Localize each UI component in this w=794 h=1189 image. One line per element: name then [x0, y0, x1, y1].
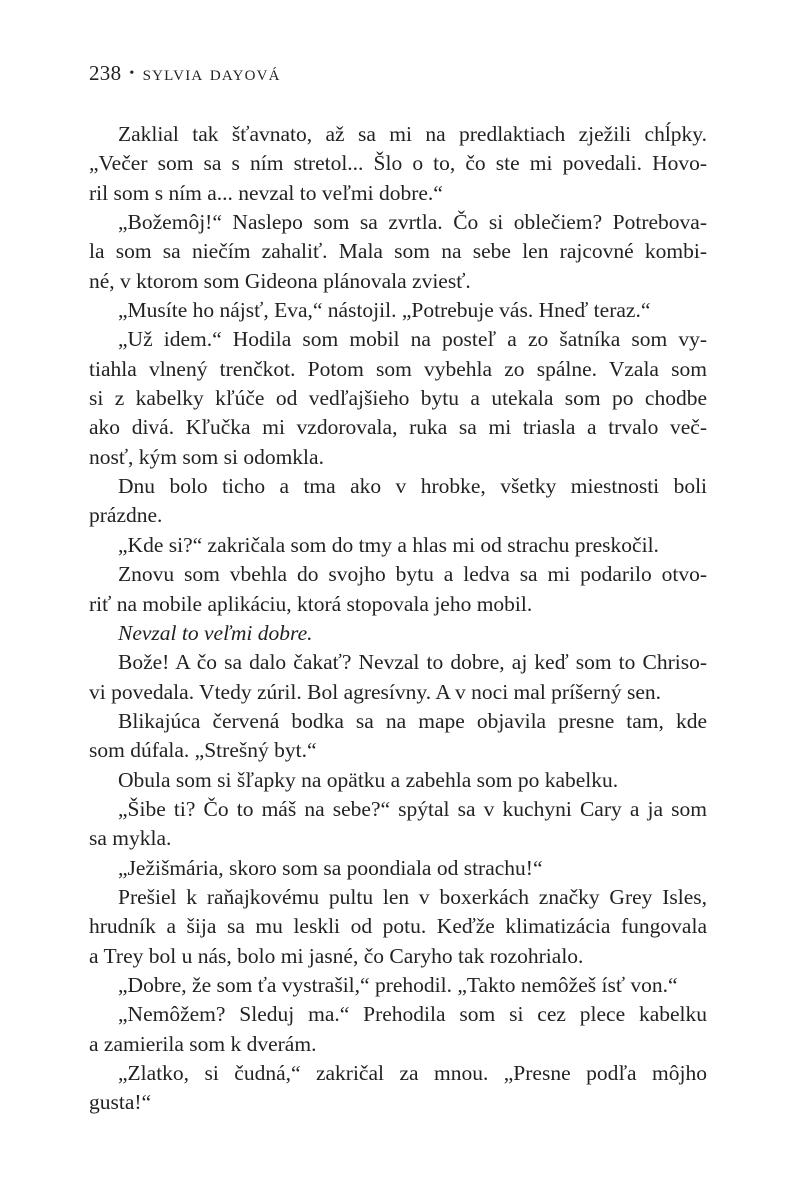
text-line: „Nemôžem? Sleduj ma.“ Prehodila som si cez plece kabelku — [118, 1002, 708, 1027]
running-header — [89, 58, 281, 92]
text-line: „Zlatko, si čudná,“ zakričal za mnou. „Presne podľa môjho — [118, 1061, 707, 1085]
text-line: si z kabelky kľúče od vedľajšieho bytu a utekala som po chodbe — [89, 386, 707, 411]
text-line: prázdne. — [89, 503, 163, 528]
author-name: sylvia dayová — [142, 61, 281, 85]
text-line: gusta!“ — [89, 1090, 152, 1115]
text-line: né, v ktorom som Gideona plánovala zviesť. — [89, 268, 471, 293]
text-line: „Šibe ti? Čo to máš na sebe?“ spýtal sa v kuchyni Cary a ja som — [118, 796, 708, 821]
text-line: a zamierila som k dverám. — [89, 1031, 317, 1056]
text-line: „Večer som sa s ním stretol... Šlo o to, čo ste mi povedali. Hovo- — [89, 151, 708, 176]
text-line: ril som s ním a... nevzal to veľmi dobre.“ — [89, 180, 443, 205]
text-line: „Musíte ho nájsť, Eva,“ nástojil. „Potrebuje vás. Hneď teraz.“ — [118, 298, 651, 323]
text-line: ako divá. Kľučka mi vzdorovala, ruka sa mi triasla a trvalo več- — [89, 415, 707, 440]
text-line: sa mykla. — [89, 826, 172, 851]
text-line: „Dobre, že som ťa vystrašil,“ prehodil. „Takto nemôžeš ísť von.“ — [118, 972, 678, 997]
text-line: hrudník a šija sa mu leskli od potu. Keďže klimatizácia fungovala — [89, 914, 707, 939]
text-line: „Kde si?“ zakričala som do tmy a hlas mi od strachu preskočil. — [118, 532, 659, 557]
text-line: „Božemôj!“ Naslepo som sa zvrtla. Čo si oblečiem? Potrebova- — [118, 210, 708, 235]
text-line: Zaklial tak šťavnato, až sa mi na predlaktiach zježili chĺpky. — [118, 122, 708, 146]
text-line: riť na mobile aplikáciu, ktorá stopovala jeho mobil. — [89, 591, 533, 616]
text-line: Prešiel k raňajkovému pultu len v boxerkách značky Grey Isles, — [118, 884, 707, 909]
header-separator: • — [129, 66, 135, 81]
text-line: Bože! A čo sa dalo čakať? Nevzal to dobre, aj keď som to Chriso- — [118, 650, 708, 675]
text-line: som dúfala. „Strešný byt.“ — [89, 738, 317, 763]
text-line: Obula som si šľapky na opätku a zabehla som po kabelku. — [118, 767, 619, 792]
text-line: a Trey bol u nás, bolo mi jasné, čo Caryho tak rozohrialo. — [89, 943, 584, 968]
italic-text-line: Nevzal to veľmi dobre. — [118, 620, 313, 645]
body-text — [89, 120, 707, 1118]
text-line: „Už idem.“ Hodila som mobil na posteľ a zo šatníka som vy- — [118, 327, 707, 352]
text-line: tiahla vlnený trenčkot. Potom som vybehla zo spálne. Vzala som — [89, 356, 707, 381]
text-line: nosť, kým som si odomkla. — [89, 444, 324, 469]
text-line: „Ježišmária, skoro som sa poondiala od strachu!“ — [118, 855, 543, 880]
text-line: Dnu bolo ticho a tma ako v hrobke, všetky miestnosti boli — [118, 474, 708, 499]
text-line: vi povedala. Vtedy zúril. Bol agresívny. A v noci mal príšerný sen. — [89, 679, 662, 704]
text-line: Znovu som vbehla do svojho bytu a ledva sa mi podarilo otvo- — [118, 562, 708, 587]
page-number: 238 — [89, 61, 122, 85]
text-line: Blikajúca červená bodka sa na mape objavila presne tam, kde — [118, 708, 707, 733]
text-line: la som sa niečím zahaliť. Mala som na sebe len rajcovné kombi- — [89, 239, 708, 264]
